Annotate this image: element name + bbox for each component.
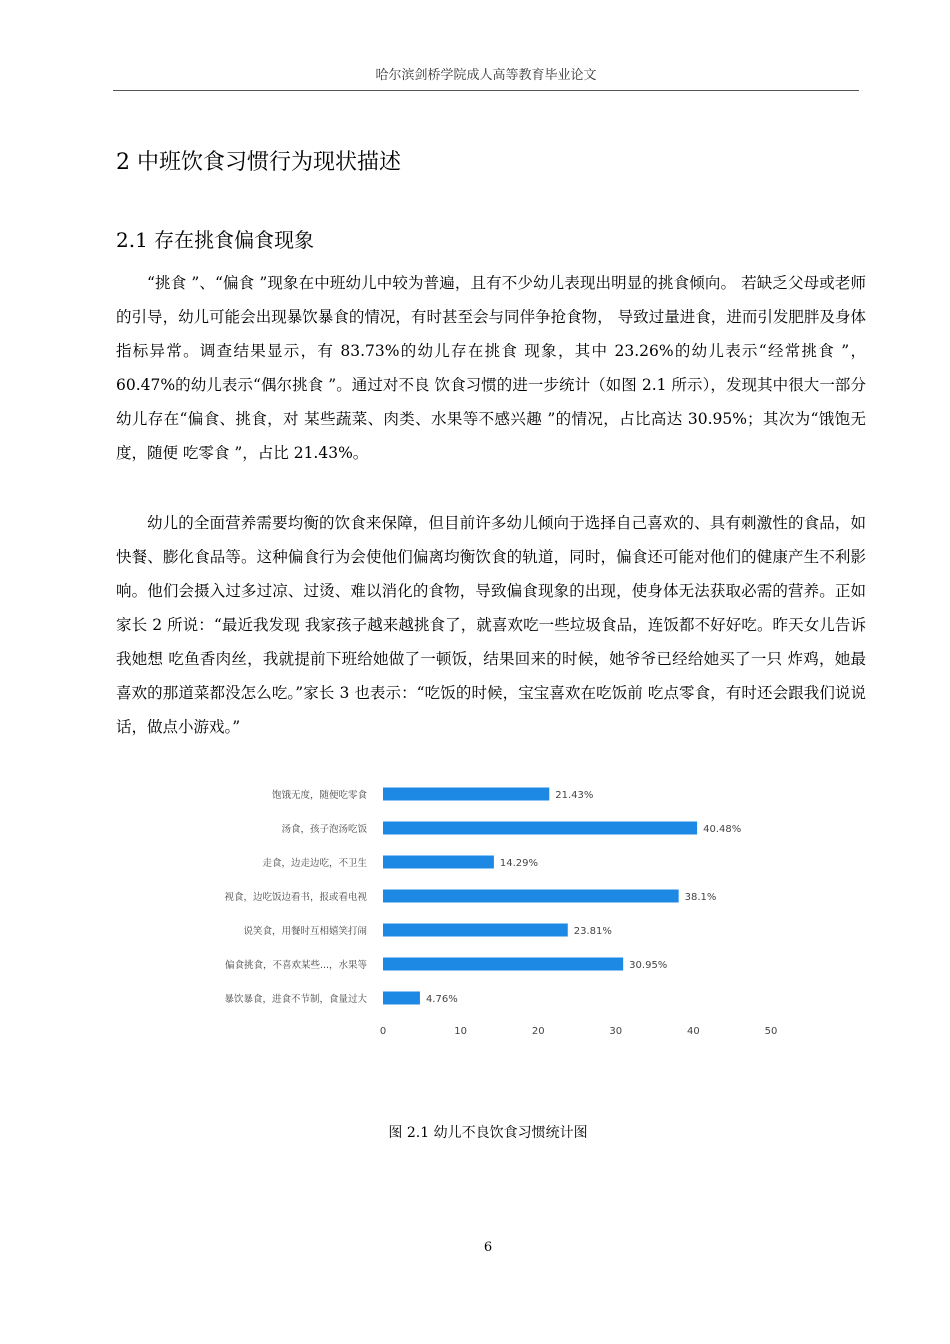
bar (383, 890, 679, 903)
category-label: 走食，边走边吃，不卫生 (262, 858, 367, 869)
x-tick-label: 50 (764, 1026, 778, 1037)
bar (383, 822, 697, 835)
value-label: 23.81% (573, 926, 612, 937)
bad-eating-habits-bar-chart (180, 752, 800, 1042)
page-header: 哈尔滨剑桥学院成人高等教育毕业论文 (113, 64, 859, 91)
x-tick-label: 20 (531, 1026, 545, 1037)
value-label: 30.95% (629, 960, 668, 971)
x-tick-label: 10 (454, 1026, 467, 1037)
x-tick-label: 0 (379, 1026, 387, 1037)
category-label: 视食，边吃饭边看书，报或看电视 (224, 892, 367, 903)
value-label: 21.43% (555, 790, 594, 801)
bar (383, 788, 549, 801)
bar (383, 856, 494, 869)
x-tick-label: 30 (609, 1026, 623, 1037)
paragraph-1: “挑食 ”、“偏食 ”现象在中班幼儿中较为普遍，且有不少幼儿表现出明显的挑食倾向。 若缺乏父母或老师的引导，幼儿可能会出现暴饮暴食的情况，有时甚至会与同伴争抢食物， 导致过量进食，进而引发肥胖及身体指标异常。调查结果显示，有 83.73%的幼儿存在挑食 现象，其中 23.26%的幼儿表示“经常挑食 ”，60.47%的幼儿表示“偶尔挑食 ”。通过对不良 饮食习惯的进一步统计（如图 2.1 所示），发现其中很大一部分幼儿存在“偏食、挑食，对 某些蔬菜、肉类、水果等不感兴趣 ”的情况，占比高达 30.95%；其次为“饿饱无度，随便 吃零食 ”，占比 21.43%。 (116, 274, 866, 462)
paragraph-2: 幼儿的全面营养需要均衡的饮食来保障，但目前许多幼儿倾向于选择自己喜欢的、具有刺激性的食品，如快餐、膨化食品等。这种偏食行为会使他们偏离均衡饮食的轨道，同时，偏食还可能对他们的健康产生不利影响。他们会摄入过多过凉、过烫、难以消化的食物，导致偏食现象的出现，使身体无法获取必需的营养。正如家长 2 所说：“最近我发现 我家孩子越来越挑食了，就喜欢吃一些垃圾食品，连饭都不好好吃。昨天女儿告诉我她想 吃鱼香肉丝，我就提前下班给她做了一顿饭，结果回来的时候，她爷爷已经给她买了一只 炸鸡，她最喜欢的那道菜都没怎么吃。”家长 3 也表示：“吃饭的时候，宝宝喜欢在吃饭前 吃点零食，有时还会跟我们说说话，做点小游戏。” (116, 514, 866, 736)
category-label: 饱饿无度，随便吃零食 (271, 790, 367, 801)
category-label: 汤食，孩子泡汤吃饭 (281, 824, 367, 835)
value-label: 40.48% (703, 824, 742, 835)
section-heading: 2 中班饮食习惯行为现状描述 (116, 150, 401, 175)
category-label: 偏食挑食，不喜欢某些...，水果等 (224, 960, 367, 971)
bar (383, 924, 568, 937)
category-label: 说笑食，用餐时互相嬉笑打闹 (243, 926, 367, 937)
subsection-heading: 2.1 存在挑食偏食现象 (116, 228, 315, 252)
x-tick-label: 40 (687, 1026, 700, 1037)
page-number: 6 (483, 1240, 493, 1255)
value-label: 38.1% (684, 892, 717, 903)
category-label: 暴饮暴食，进食不节制，食量过大 (224, 994, 367, 1005)
figure-caption: 图 2.1 幼儿不良饮食习惯统计图 (388, 1125, 588, 1141)
bar (383, 992, 420, 1005)
value-label: 4.76% (425, 994, 458, 1005)
value-label: 14.29% (499, 858, 539, 869)
bar (383, 958, 623, 971)
